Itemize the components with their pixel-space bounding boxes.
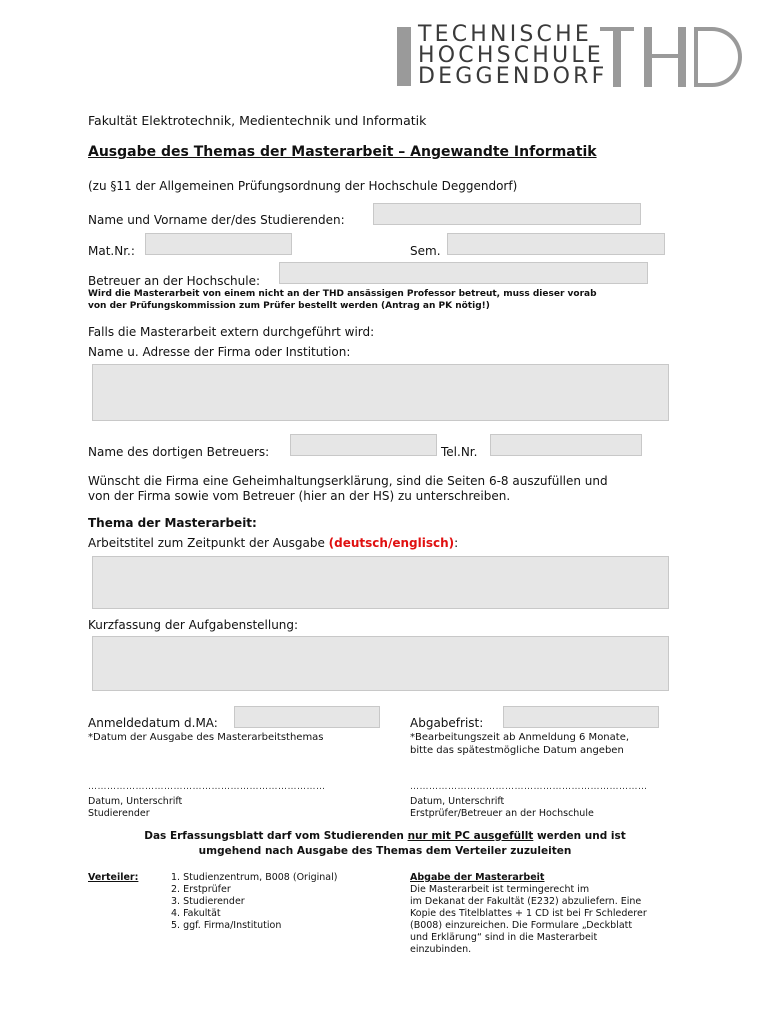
notice-line-2: umgehend nach Ausgabe des Themas dem Verteiler zuzuleiten (198, 845, 572, 857)
verteiler-item: 2. Erstprüfer (171, 884, 231, 895)
arbeitstitel-field[interactable] (92, 556, 669, 609)
verteiler-item: 4. Fakultät (171, 908, 221, 919)
betreuer-note-1: Wird die Masterarbeit von einem nicht an der THD ansässigen Professor betreut, muss dieser vorab (88, 289, 597, 299)
sem-label: Sem. (410, 244, 441, 258)
abgabe-line: (B008) einzureichen. Die Formulare „Deckblatt (410, 920, 633, 931)
abgabe-line: im Dekanat der Fakultät (E232) abzuliefern. Eine (410, 896, 642, 907)
telnr-field[interactable] (490, 434, 642, 456)
logo-line-2: HOCHSCHULE (418, 43, 604, 68)
firma-field[interactable] (92, 364, 669, 421)
signature-left-1: Datum, Unterschrift (88, 796, 183, 807)
notice-part-2: nur mit PC ausgefüllt (407, 830, 534, 842)
anmeldedatum-field[interactable] (234, 706, 380, 728)
abgabe-heading: Abgabe der Masterarbeit (410, 872, 545, 883)
thd-logo-mark (600, 25, 752, 89)
notice-part-1: Das Erfassungsblatt darf vom Studierenden (144, 830, 408, 842)
abgabe-line: Kopie des Titelblattes + 1 CD ist bei Fr Schlederer (410, 908, 647, 919)
betreuer-field[interactable] (279, 262, 648, 284)
dortiger-betreuer-field[interactable] (290, 434, 437, 456)
logo-line-3: DEGGENDORF (418, 64, 608, 89)
dortiger-betreuer-label: Name des dortigen Betreuers: (88, 445, 270, 459)
abgabefrist-note-1: *Bearbeitungszeit ab Anmeldung 6 Monate, (410, 732, 630, 743)
thema-heading: Thema der Masterarbeit: (88, 516, 257, 530)
arbeitstitel-suffix: : (454, 536, 459, 550)
abgabefrist-field[interactable] (503, 706, 659, 728)
sem-field[interactable] (447, 233, 665, 255)
abgabe-line: und Erklärung“ sind in die Masterarbeit (410, 932, 598, 943)
signature-line-left: ………………………………………………………………… (88, 782, 326, 792)
notice-part-3: werden und ist (533, 830, 626, 842)
abgabefrist-note-2: bitte das spätestmögliche Datum angeben (410, 745, 624, 756)
page-subtitle: (zu §11 der Allgemeinen Prüfungsordnung der Hochschule Deggendorf) (88, 179, 518, 193)
logo-line-1: TECHNISCHE (418, 22, 592, 47)
kurzfassung-field[interactable] (92, 636, 669, 691)
arbeitstitel-lang: (deutsch/englisch) (328, 536, 455, 550)
verteiler-label: Verteiler: (88, 872, 139, 883)
signature-right-2: Erstprüfer/Betreuer an der Hochschule (410, 808, 594, 819)
betreuer-label: Betreuer an der Hochschule: (88, 274, 261, 288)
faculty-name: Fakultät Elektrotechnik, Medientechnik und Informatik (88, 113, 427, 128)
extern-label: Falls die Masterarbeit extern durchgeführt wird: (88, 325, 375, 339)
signature-line-right: ………………………………………………………………… (410, 782, 648, 792)
abgabe-line: einzubinden. (410, 944, 472, 955)
verteiler-item: 3. Studierender (171, 896, 245, 907)
matnr-label: Mat.Nr.: (88, 244, 135, 258)
geheim-text-1: Wünscht die Firma eine Geheimhaltungserklärung, sind die Seiten 6-8 auszufüllen und (88, 474, 608, 488)
anmeldedatum-label: Anmeldedatum d.MA: (88, 716, 218, 730)
name-label: Name und Vorname der/des Studierenden: (88, 213, 345, 227)
abgabe-line: Die Masterarbeit ist termingerecht im (410, 884, 590, 895)
name-field[interactable] (373, 203, 641, 225)
verteiler-item: 1. Studienzentrum, B008 (Original) (171, 872, 338, 883)
kurzfassung-label: Kurzfassung der Aufgabenstellung: (88, 618, 299, 632)
verteiler-list (171, 872, 337, 932)
page-title: Ausgabe des Themas der Masterarbeit – Angewandte Informatik (88, 144, 597, 160)
telnr-label: Tel.Nr. (441, 445, 478, 459)
verteiler-item: 5. ggf. Firma/Institution (171, 920, 282, 931)
geheim-text-2: von der Firma sowie vom Betreuer (hier an der HS) zu unterschreiben. (88, 489, 511, 503)
signature-right-1: Datum, Unterschrift (410, 796, 505, 807)
logo-bar-left (397, 27, 411, 86)
abgabe-section (410, 872, 647, 956)
signature-left-2: Studierender (88, 808, 150, 819)
betreuer-note-2: von der Prüfungskommission zum Prüfer bestellt werden (Antrag an PK nötig!) (88, 301, 490, 311)
anmeldedatum-note: *Datum der Ausgabe des Masterarbeitsthemas (88, 732, 324, 743)
arbeitstitel-label (88, 536, 458, 550)
firma-label: Name u. Adresse der Firma oder Institution: (88, 345, 351, 359)
matnr-field[interactable] (145, 233, 292, 255)
abgabefrist-label: Abgabefrist: (410, 716, 484, 730)
arbeitstitel-prefix: Arbeitstitel zum Zeitpunkt der Ausgabe (88, 536, 329, 550)
notice-line-1 (0, 830, 770, 842)
